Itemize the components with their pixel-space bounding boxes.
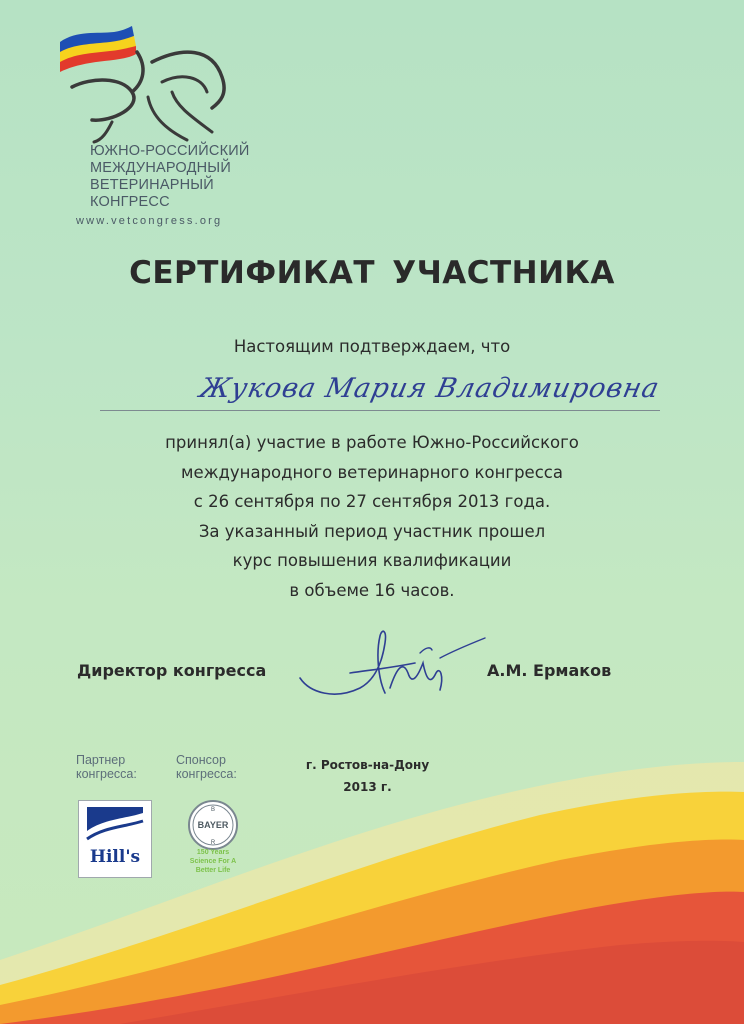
certificate-title: СЕРТИФИКАТ УЧАСТНИКА xyxy=(129,255,615,291)
horse-line-6 xyxy=(94,122,112,142)
hills-logo-text: Hill's xyxy=(89,847,141,867)
sponsor-label xyxy=(176,753,237,781)
body-line-5: курс повышения квалификации xyxy=(232,551,512,570)
horse-line-7 xyxy=(148,97,187,140)
website-url: www.vetcongress.org xyxy=(76,215,223,227)
certificate-body xyxy=(0,428,744,605)
bayer-tagline xyxy=(178,848,248,875)
issue-year: 2013 г. xyxy=(343,780,392,794)
organization-name xyxy=(90,143,249,211)
sponsor-label-line-1: Спонсор xyxy=(176,753,226,767)
body-line-4: За указанный период участник прошел xyxy=(198,521,546,541)
svg-text:B: B xyxy=(210,807,216,813)
director-role: Директор конгресса xyxy=(77,661,267,680)
org-name-line-3: ВЕТЕРИНАРНЫЙ xyxy=(90,177,214,193)
bayer-logo-text: BAYER xyxy=(197,820,229,830)
director-name: А.М. Ермаков xyxy=(487,661,612,680)
body-line-3: с 26 сентября по 27 сентября 2013 года. xyxy=(193,492,551,511)
horse-line-2 xyxy=(132,52,143,92)
bayer-tagline-line-2: Science For A xyxy=(189,858,237,865)
hills-logo xyxy=(78,800,152,878)
body-line-6: в объеме 16 часов. xyxy=(289,580,455,600)
body-line-1: принял(а) участие в работе Южно-Российского xyxy=(165,433,579,452)
org-name-line-1: ЮЖНО-РОССИЙСКИЙ xyxy=(90,143,250,159)
sponsor-label-line-2: конгресса: xyxy=(176,767,237,781)
participant-name: Жукова Мария Владимировна xyxy=(196,373,663,404)
partner-label xyxy=(76,753,137,781)
org-name-line-4: КОНГРЕСС xyxy=(90,194,170,210)
org-name-line-2: МЕЖДУНАРОДНЫЙ xyxy=(90,160,231,176)
issue-place-date xyxy=(280,754,455,798)
bayer-tagline-line-1: 150 Years xyxy=(196,849,230,856)
bayer-logo xyxy=(183,795,243,855)
horse-line-4 xyxy=(162,77,207,92)
issue-city: г. Ростов-на-Дону xyxy=(305,758,430,772)
svg-text:R: R xyxy=(210,840,216,846)
partner-label-line-1: Партнер xyxy=(76,753,126,767)
body-line-2: международного ветеринарного конгресса xyxy=(181,462,563,482)
horse-line-5 xyxy=(172,92,212,132)
hills-emblem-icon xyxy=(79,801,151,847)
director-signature xyxy=(290,618,490,718)
name-underline xyxy=(100,410,660,411)
horse-line-1 xyxy=(72,80,134,120)
bayer-tagline-line-3: Better Life xyxy=(195,867,231,874)
partner-label-line-2: конгресса: xyxy=(76,767,137,781)
intro-text: Настоящим подтверждаем, что xyxy=(233,337,511,356)
